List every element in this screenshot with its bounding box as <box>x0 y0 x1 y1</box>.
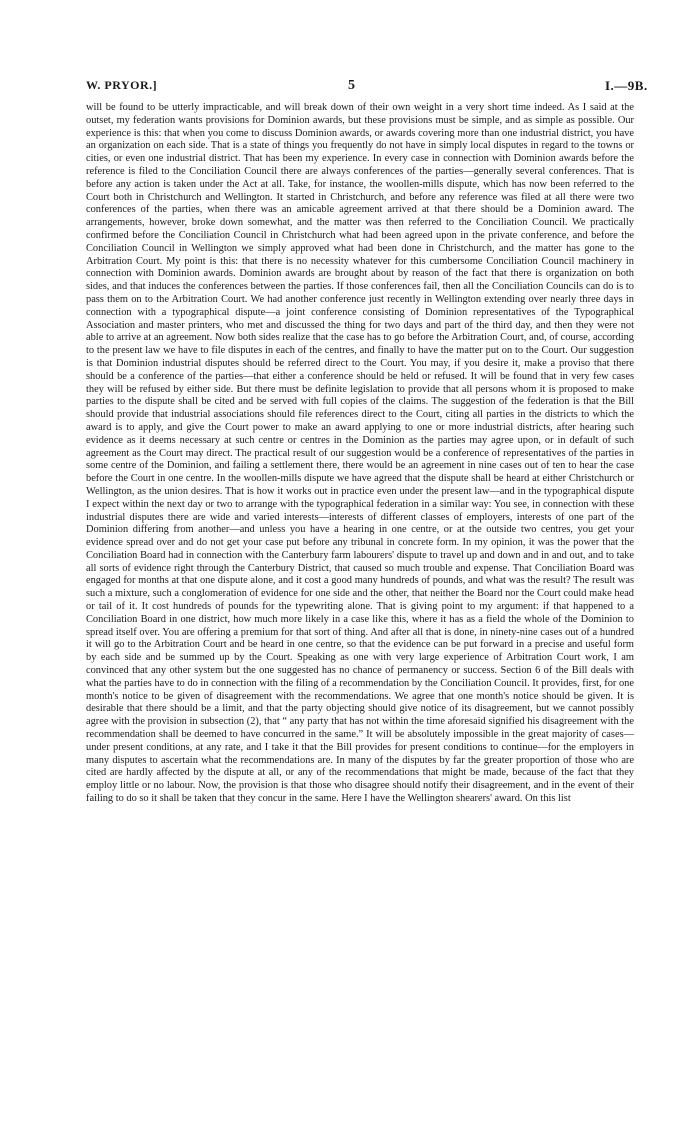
body-paragraph: will be found to be utterly impracticable, and will break down of their own weight in a very short time indeed. As I said at the outset, my federation wants provisions for Dominion awards, but these provisions must be simple, and as simple as possible. Our experience is this: that when you come to discuss Dominion awards, or awards covering more than one industrial district, you have an organization on each side. That is a state of things you frequently do not have in simply local disputes in regard to the towns or cities, or even one industrial district. That has been my experience. In every case in connection with Dominion awards before the reference is filed to the Conciliation Council there are always conferences of the parties—generally several conferences. That is before any action is taken under the Act at all. Take, for instance, the woollen-mills dispute, which has now been referred to the Court both in Christchurch and Wellington. It started in Christchurch, and before any reference was filed at all there were two conferences of the parties, when there was an amicable agreement arrived at that there should be a Dominion award. The arrangements, however, broke down somewhat, and the matter was then referred to the Conciliation Council. We practically confirmed before the Conciliation Council in Christchurch what had been agreed upon in the private conference, and before the Conciliation Council in Wellington we simply approved what had been done in Christchurch, and the matter has gone to the Arbitration Court. My point is this: that there is no necessity whatever for this cumbersome Conciliation Council machinery in connection with Dominion awards. Dominion awards are brought about by reason of the fact that there is organization on both sides, and that induces the conferences between the parties. If those conferences fail, then all the Conciliation Councils can do is to pass them on to the Arbitration Court. We had another conference just recently in Wellington extending over nearly three days in connection with a typographical dispute—a joint conference consisting of Dominion representatives of the Typographical Association and master printers, who met and discussed the thing for two days and part of the third day, and then they were not able to arrive at an agreement. Now both sides realize that the case has to go before the Arbitration Court, and, of course, according to the present law we have to file disputes in each of the centres, and finally to have the matter put on to the Court. Our suggestion is that Dominion industrial disputes should be referred direct to the Court. You may, if you desire it, make a proviso that there should be a conference of the parties—that either a conference should be held or refused. It will be found that in very few cases they will be refused by either side. But there must be definite legislation to provide that all persons whom it is proposed to make parties to the dispute shall be cited and be served with full copies of the claims. The suggestion of the federation is that the Bill should provide that industrial associations should file references direct to the Court, citing all parties in the districts to which the award is to apply, and give the Court power to make an award applying to one or more industrial districts, after hearing such evidence as it deems necessary at such centre or centres in the Dominion as the parties may agree upon, or in default of such agreement as the Court may direct. The practical result of our suggestion would be a conference of representatives of the parties in some centre of the Dominion, and failing a settlement there, there would be an agreement in nine cases out of ten to hear the case before the Court in one centre. In the woollen-mills dispute we have agreed that the dispute shall be heard at either Christchurch or Wellington, as the union desires. That is how it works out in practice even under the present law—and in the typographical dispute I expect within the next day or two to arrange with the typographical federation in a similar way: You see, in connection with these industrial disputes there are wide and varied interests—interests of different classes of employers, interests of one part of the Dominion differing from another—and unless you have a hearing in one centre, or at the outside two centres, you get your evidence spread over and do not get your case put before any tribunal in concrete form. In my opinion, it was the power that the Conciliation Board had in connection with the Canterbury farm labourers' dispute to travel up and down and in and out, and to take all sorts of evidence right through the Canterbury District, that caused so much trouble and expense. That Conciliation Board was engaged for months at that one dispute alone, and it cost a good many hundreds of pounds, and what was the result? The result was such a mixture, such a conglomeration of evidence for one side and the other, that neither the Board nor the Court could make head or tail of it. It cost hundreds of pounds for the typewriting alone. That is giving point to my argument: if that happened to a Conciliation Board in one district, how much more likely in a case like this, where it has as a field the whole of the Dominion to spread itself over. You are offering a premium for that sort of thing. And after all that is done, in ninety-nine cases out of a hundred it will go to the Arbitration Court and be heard in one centre, so that the evidence can be put forward in a precise and useful form by each side and be summed up by the Court. Speaking as one with very large experience of Arbitration Court work, I am convinced that any other system but the one suggested has no chance of permanency or success. Section 6 of the Bill deals with what the parties have to do in connection with the filing of a recommendation by the Conciliation Council. It provides, first, for one month's notice to be given of disagreement with the recommendations. We agree that one month's notice should be given. It is desirable that there should be a limit, and that the party objecting should give notice of its disagreement, but we cannot possibly agree with the provision in subsection (2), that “ any party that has not within the time aforesaid signified his disagreement with the recommendation shall be deemed to have concurred in the same.” It will be absolutely impossible in the great majority of cases—under present conditions, at any rate, and I take it that the Bill provides for present conditions to continue—for the employers in many disputes to ascertain what the recommendations are. In many of the disputes by far the greater proportion of those who are cited are hardly affected by the dispute at all, or any of the recommendations that might be made, because of the fact that they employ little or no labour. Now, the provision is that those who disagree should notify their disagreement, and in the event of their failing to do so it shall be taken that they concur in the same. Here I have the Wellington shearers' award. On this list <box>86 102 634 805</box>
document-reference: I.—9B. <box>605 78 648 93</box>
page-number: 5 <box>348 78 355 93</box>
running-header-speaker: W. PRYOR.] <box>86 78 158 92</box>
